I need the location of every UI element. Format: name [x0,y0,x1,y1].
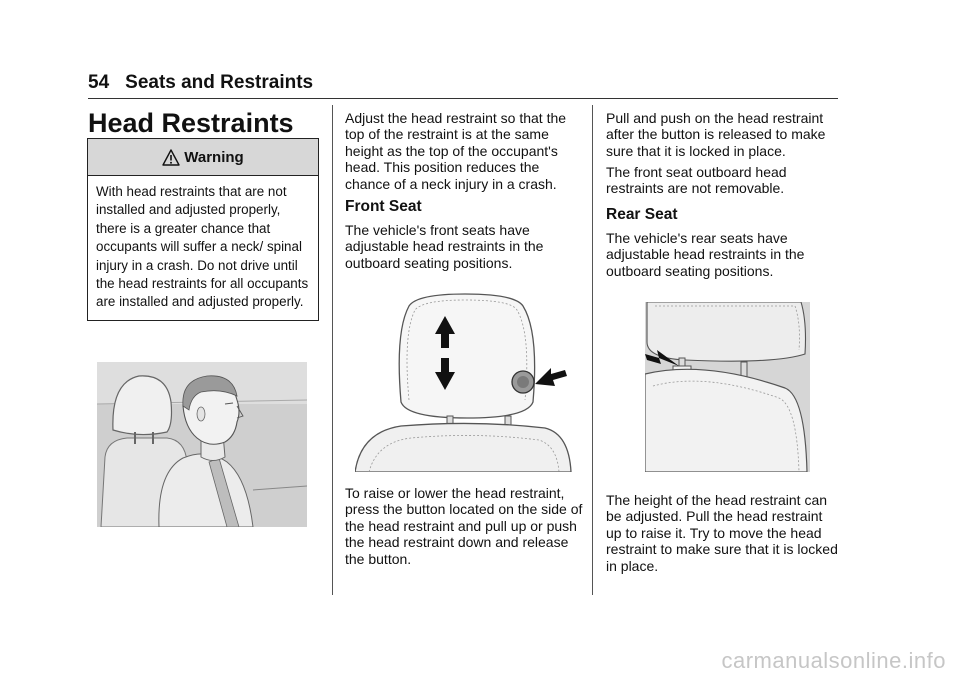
rear-head-restraint-illustration [645,302,810,472]
front-seat-paragraph: The vehicle's front seats have adjustable head restraints in the outboard seating positions. [345,222,544,271]
pointer-arrow-icon [535,368,567,386]
footer-watermark: carmanualsonline.info [721,648,946,673]
front-head-restraint-illustration [355,292,573,472]
front-not-removable-paragraph: The front seat outboard head restraints are not removable. [606,164,787,197]
rear-seat-paragraph: The vehicle's rear seats have adjustable head restraints in the outboard seating positions. [606,230,805,279]
column-divider-1 [332,105,333,595]
warning-title: Warning [184,148,244,166]
warning-header [88,139,318,176]
page-header [88,72,313,94]
header-rule [88,98,838,99]
rear-seat-heading: Rear Seat [606,206,678,223]
warning-box [87,138,319,321]
driver-head-restraint-illustration [97,362,307,527]
adjust-paragraph: Adjust the head restraint so that the top of the restraint is at the same height as the top of the occupant's head. This position reduces the chance of a neck injury in a crash. [345,110,567,192]
column-divider-2 [592,105,593,595]
raise-lower-paragraph: To raise or lower the head restraint, press the button located on the side of the head restraint and pull up or push the head restraint down and release the button. [345,485,583,567]
rear-height-paragraph: The height of the head restraint can be adjusted. Pull the head restraint up to raise it. Try to move the head restraint to make sure that it is locked in place. [606,492,838,574]
section-title: Seats and Restraints [125,72,314,93]
front-seat-heading: Front Seat [345,198,422,215]
warning-body: With head restraints that are not installed and adjusted properly, there is a greater chance that occupants will suffer a neck/ spinal injury in a crash. Do not drive until the head restraints for all occupants are installed and adjusted properly. [96,184,309,310]
pull-push-paragraph: Pull and push on the head restraint after the button is released to make sure that it is locked in place. [606,110,826,159]
page-number: 54 [88,72,110,93]
page-title: Head Restraints [88,108,294,138]
warning-icon [162,149,180,166]
